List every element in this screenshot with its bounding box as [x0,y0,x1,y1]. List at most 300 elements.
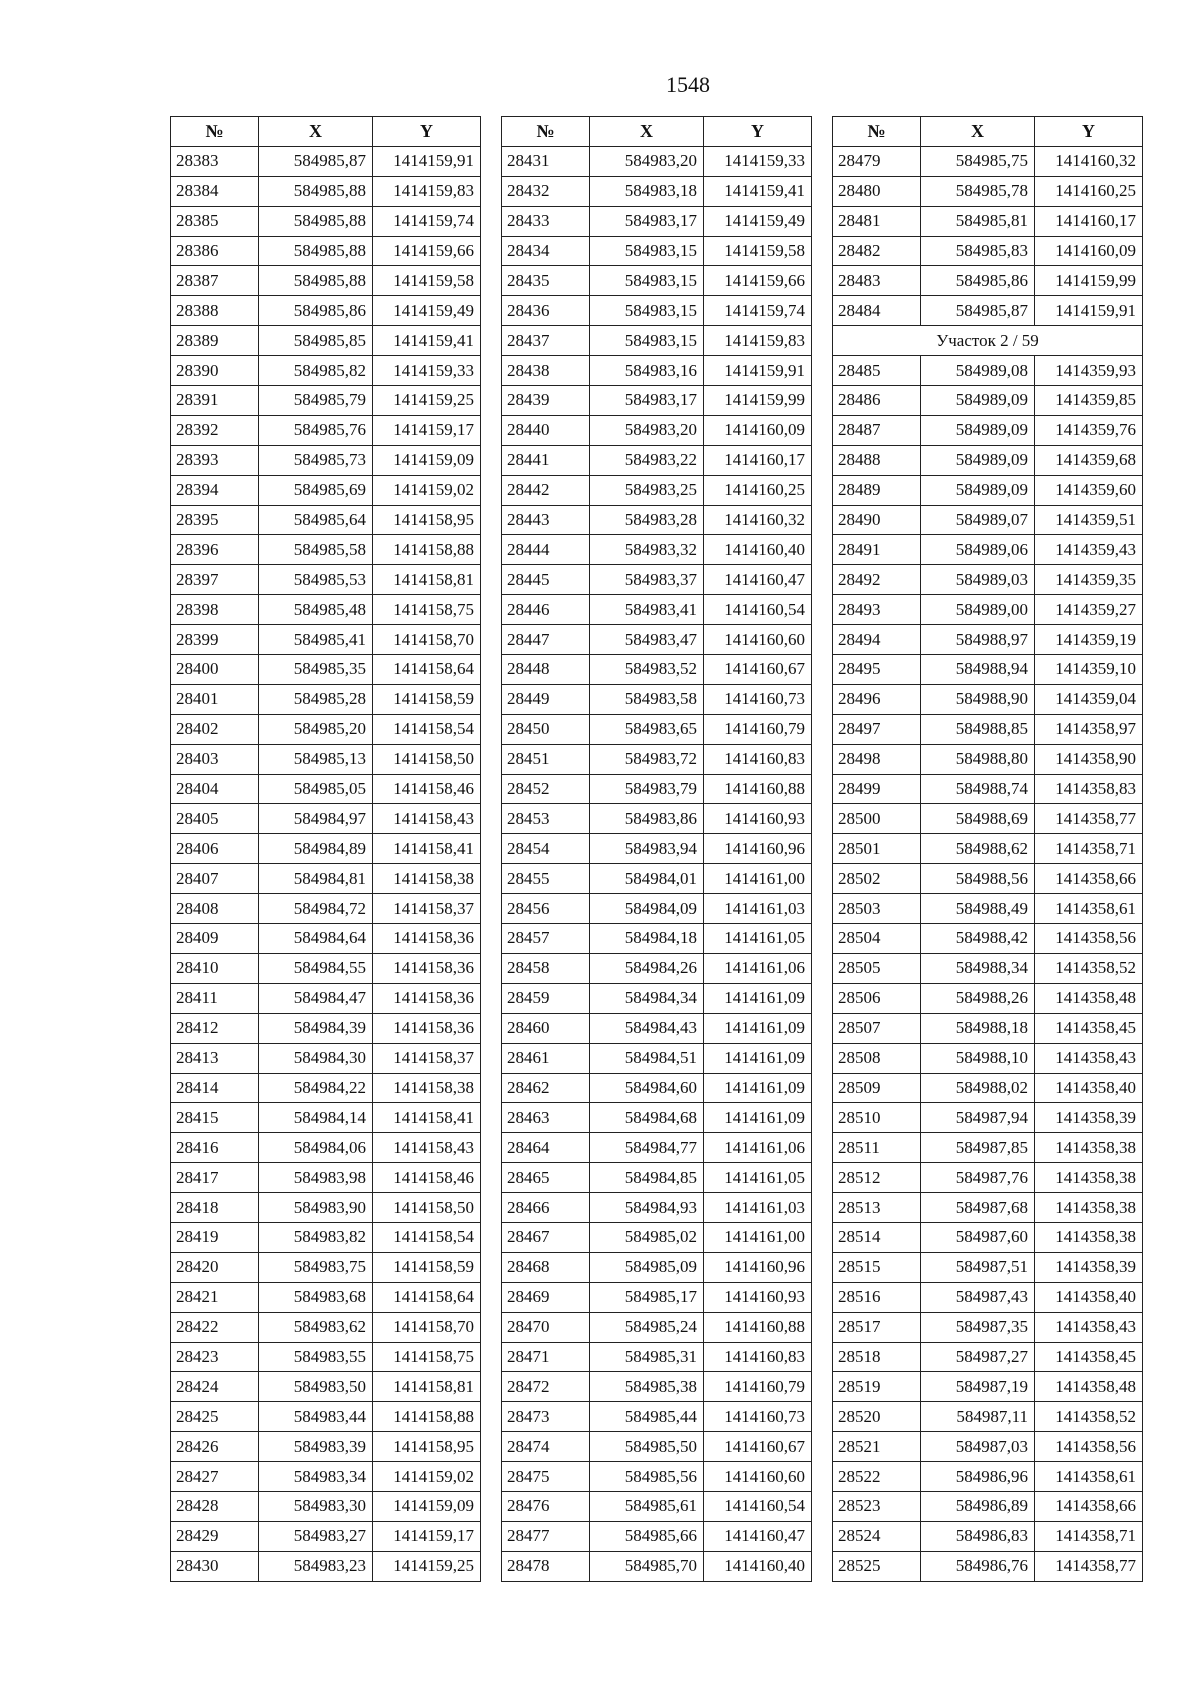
table-row [502,146,812,176]
x-coordinate: 584985,83 [921,236,1035,266]
table-row [502,684,812,714]
table-row [171,1312,481,1342]
y-coordinate: 1414359,76 [1035,415,1143,445]
y-coordinate: 1414158,36 [373,953,481,983]
y-coordinate: 1414160,25 [1035,176,1143,206]
x-coordinate: 584988,69 [921,804,1035,834]
table-row [502,1491,812,1521]
point-number: 28387 [171,266,259,296]
point-number: 28389 [171,326,259,356]
point-number: 28522 [833,1462,921,1492]
table-row [502,983,812,1013]
y-coordinate: 1414158,70 [373,1312,481,1342]
y-coordinate: 1414159,91 [1035,296,1143,326]
table-row [171,415,481,445]
y-coordinate: 1414359,68 [1035,445,1143,475]
point-number: 28482 [833,236,921,266]
point-number: 28506 [833,983,921,1013]
table-row [502,1312,812,1342]
x-coordinate: 584983,65 [590,714,704,744]
y-coordinate: 1414161,06 [704,953,812,983]
point-number: 28525 [833,1551,921,1581]
x-coordinate: 584985,53 [259,565,373,595]
y-coordinate: 1414160,17 [704,445,812,475]
x-coordinate: 584983,52 [590,655,704,685]
y-coordinate: 1414358,38 [1035,1222,1143,1252]
x-coordinate: 584983,25 [590,475,704,505]
point-number: 28427 [171,1462,259,1492]
table-row [171,894,481,924]
x-coordinate: 584985,78 [921,176,1035,206]
point-number: 28450 [502,714,590,744]
y-coordinate: 1414358,39 [1035,1103,1143,1133]
table-row [833,565,1143,595]
x-coordinate: 584983,20 [590,415,704,445]
table-row [833,1133,1143,1163]
table-row [833,894,1143,924]
point-number: 28471 [502,1342,590,1372]
table-row [171,176,481,206]
section-row [833,326,1143,356]
table-row [502,1432,812,1462]
header-x: X [259,117,373,147]
table-row [171,236,481,266]
x-coordinate: 584989,09 [921,386,1035,416]
y-coordinate: 1414358,83 [1035,774,1143,804]
x-coordinate: 584984,72 [259,894,373,924]
point-number: 28405 [171,804,259,834]
y-coordinate: 1414358,48 [1035,1372,1143,1402]
y-coordinate: 1414358,66 [1035,864,1143,894]
point-number: 28442 [502,475,590,505]
y-coordinate: 1414160,60 [704,625,812,655]
x-coordinate: 584985,70 [590,1551,704,1581]
point-number: 28455 [502,864,590,894]
x-coordinate: 584985,09 [590,1252,704,1282]
table-row [502,176,812,206]
point-number: 28486 [833,386,921,416]
point-number: 28468 [502,1252,590,1282]
point-number: 28410 [171,953,259,983]
x-coordinate: 584985,66 [590,1521,704,1551]
point-number: 28472 [502,1372,590,1402]
table-row [833,146,1143,176]
y-coordinate: 1414358,48 [1035,983,1143,1013]
header-num: № [171,117,259,147]
point-number: 28483 [833,266,921,296]
table-row [833,415,1143,445]
point-number: 28422 [171,1312,259,1342]
point-number: 28415 [171,1103,259,1133]
table-row [833,834,1143,864]
x-coordinate: 584984,60 [590,1073,704,1103]
x-coordinate: 584983,17 [590,386,704,416]
y-coordinate: 1414359,60 [1035,475,1143,505]
table-row [171,1521,481,1551]
y-coordinate: 1414159,25 [373,386,481,416]
point-number: 28397 [171,565,259,595]
point-number: 28475 [502,1462,590,1492]
point-number: 28433 [502,206,590,236]
y-coordinate: 1414160,83 [704,1342,812,1372]
x-coordinate: 584983,82 [259,1222,373,1252]
y-coordinate: 1414161,03 [704,1193,812,1223]
table-row [171,565,481,595]
x-coordinate: 584983,79 [590,774,704,804]
y-coordinate: 1414160,09 [704,415,812,445]
table-row [502,1462,812,1492]
y-coordinate: 1414160,54 [704,595,812,625]
y-coordinate: 1414159,91 [704,356,812,386]
table-row [502,894,812,924]
x-coordinate: 584985,35 [259,655,373,685]
y-coordinate: 1414160,40 [704,1551,812,1581]
point-number: 28454 [502,834,590,864]
x-coordinate: 584988,49 [921,894,1035,924]
table-row [502,1402,812,1432]
y-coordinate: 1414160,09 [1035,236,1143,266]
y-coordinate: 1414159,74 [373,206,481,236]
point-number: 28444 [502,535,590,565]
x-coordinate: 584985,81 [921,206,1035,236]
y-coordinate: 1414158,50 [373,1193,481,1223]
table-row [171,206,481,236]
table-row [833,475,1143,505]
x-coordinate: 584983,16 [590,356,704,386]
x-coordinate: 584984,30 [259,1043,373,1073]
x-coordinate: 584989,09 [921,445,1035,475]
y-coordinate: 1414160,67 [704,655,812,685]
table-row [833,1551,1143,1581]
table-row [171,834,481,864]
point-number: 28429 [171,1521,259,1551]
y-coordinate: 1414158,64 [373,655,481,685]
point-number: 28420 [171,1252,259,1282]
x-coordinate: 584984,01 [590,864,704,894]
table-row [833,1252,1143,1282]
table-row [502,1551,812,1581]
point-number: 28514 [833,1222,921,1252]
table-row [171,684,481,714]
y-coordinate: 1414359,35 [1035,565,1143,595]
point-number: 28435 [502,266,590,296]
x-coordinate: 584987,85 [921,1133,1035,1163]
point-number: 28428 [171,1491,259,1521]
table-row [502,206,812,236]
x-coordinate: 584983,58 [590,684,704,714]
y-coordinate: 1414161,09 [704,1103,812,1133]
table-row [833,1402,1143,1432]
y-coordinate: 1414160,25 [704,475,812,505]
table-row [833,625,1143,655]
point-number: 28485 [833,356,921,386]
point-number: 28517 [833,1312,921,1342]
table-row [171,1252,481,1282]
table-row [502,565,812,595]
y-coordinate: 1414158,54 [373,714,481,744]
point-number: 28431 [502,146,590,176]
x-coordinate: 584989,03 [921,565,1035,595]
y-coordinate: 1414158,36 [373,983,481,1013]
y-coordinate: 1414359,93 [1035,356,1143,386]
point-number: 28393 [171,445,259,475]
x-coordinate: 584983,34 [259,1462,373,1492]
table-row [833,266,1143,296]
table-row [171,296,481,326]
x-coordinate: 584988,34 [921,953,1035,983]
table-row [833,176,1143,206]
x-coordinate: 584985,56 [590,1462,704,1492]
y-coordinate: 1414159,66 [373,236,481,266]
y-coordinate: 1414158,75 [373,1342,481,1372]
y-coordinate: 1414160,73 [704,684,812,714]
y-coordinate: 1414159,83 [373,176,481,206]
table-row [833,386,1143,416]
table-header-row [502,117,812,147]
x-coordinate: 584983,20 [590,146,704,176]
table-row [502,1133,812,1163]
y-coordinate: 1414358,77 [1035,1551,1143,1581]
x-coordinate: 584985,88 [259,266,373,296]
header-y: Y [704,117,812,147]
point-number: 28407 [171,864,259,894]
x-coordinate: 584988,56 [921,864,1035,894]
point-number: 28413 [171,1043,259,1073]
table-row [833,296,1143,326]
y-coordinate: 1414158,59 [373,1252,481,1282]
y-coordinate: 1414359,51 [1035,505,1143,535]
point-number: 28386 [171,236,259,266]
point-number: 28490 [833,505,921,535]
y-coordinate: 1414358,56 [1035,1432,1143,1462]
y-coordinate: 1414161,00 [704,864,812,894]
table-row [171,744,481,774]
y-coordinate: 1414158,88 [373,535,481,565]
table-row [171,655,481,685]
y-coordinate: 1414358,40 [1035,1282,1143,1312]
point-number: 28474 [502,1432,590,1462]
point-number: 28470 [502,1312,590,1342]
x-coordinate: 584984,47 [259,983,373,1013]
y-coordinate: 1414160,73 [704,1402,812,1432]
table-row [502,1372,812,1402]
page-number: 1548 [666,72,710,97]
table-row [833,445,1143,475]
y-coordinate: 1414160,79 [704,1372,812,1402]
table-row [833,1372,1143,1402]
table-row [502,296,812,326]
table-row [171,1491,481,1521]
table-row [502,505,812,535]
table-row [171,595,481,625]
table-row [833,1282,1143,1312]
header-x: X [921,117,1035,147]
x-coordinate: 584988,97 [921,625,1035,655]
point-number: 28459 [502,983,590,1013]
table-row [502,1282,812,1312]
x-coordinate: 584988,10 [921,1043,1035,1073]
table-row [502,1193,812,1223]
x-coordinate: 584988,94 [921,655,1035,685]
x-coordinate: 584987,03 [921,1432,1035,1462]
y-coordinate: 1414358,77 [1035,804,1143,834]
y-coordinate: 1414159,91 [373,146,481,176]
x-coordinate: 584987,51 [921,1252,1035,1282]
table-row [502,326,812,356]
coordinate-table-3 [832,116,1143,1582]
point-number: 28441 [502,445,590,475]
table-row [502,595,812,625]
x-coordinate: 584983,90 [259,1193,373,1223]
x-coordinate: 584983,17 [590,206,704,236]
x-coordinate: 584985,88 [259,236,373,266]
table-row [502,386,812,416]
x-coordinate: 584988,18 [921,1013,1035,1043]
x-coordinate: 584985,38 [590,1372,704,1402]
point-number: 28440 [502,415,590,445]
y-coordinate: 1414159,41 [373,326,481,356]
y-coordinate: 1414159,99 [1035,266,1143,296]
table-row [171,1163,481,1193]
x-coordinate: 584983,75 [259,1252,373,1282]
point-number: 28388 [171,296,259,326]
x-coordinate: 584983,86 [590,804,704,834]
table-row [171,475,481,505]
y-coordinate: 1414359,04 [1035,684,1143,714]
point-number: 28400 [171,655,259,685]
x-coordinate: 584985,86 [259,296,373,326]
x-coordinate: 584985,82 [259,356,373,386]
y-coordinate: 1414359,43 [1035,535,1143,565]
y-coordinate: 1414159,83 [704,326,812,356]
y-coordinate: 1414161,03 [704,894,812,924]
y-coordinate: 1414358,43 [1035,1312,1143,1342]
table-row [502,953,812,983]
point-number: 28401 [171,684,259,714]
table-row [833,983,1143,1013]
point-number: 28430 [171,1551,259,1581]
point-number: 28487 [833,415,921,445]
table-row [833,804,1143,834]
table-row [171,1193,481,1223]
point-number: 28521 [833,1432,921,1462]
x-coordinate: 584987,19 [921,1372,1035,1402]
x-coordinate: 584984,55 [259,953,373,983]
point-number: 28512 [833,1163,921,1193]
x-coordinate: 584986,83 [921,1521,1035,1551]
y-coordinate: 1414161,09 [704,983,812,1013]
table-row [833,1521,1143,1551]
y-coordinate: 1414159,25 [373,1551,481,1581]
x-coordinate: 584986,89 [921,1491,1035,1521]
table-row [171,1551,481,1581]
table-row [171,1372,481,1402]
y-coordinate: 1414159,02 [373,1462,481,1492]
y-coordinate: 1414358,38 [1035,1193,1143,1223]
point-number: 28510 [833,1103,921,1133]
point-number: 28481 [833,206,921,236]
point-number: 28425 [171,1402,259,1432]
point-number: 28516 [833,1282,921,1312]
y-coordinate: 1414160,93 [704,1282,812,1312]
y-coordinate: 1414359,10 [1035,655,1143,685]
y-coordinate: 1414159,33 [373,356,481,386]
y-coordinate: 1414161,09 [704,1013,812,1043]
table-row [502,864,812,894]
y-coordinate: 1414158,41 [373,1103,481,1133]
header-num: № [502,117,590,147]
x-coordinate: 584987,76 [921,1163,1035,1193]
point-number: 28385 [171,206,259,236]
x-coordinate: 584985,58 [259,535,373,565]
x-coordinate: 584984,43 [590,1013,704,1043]
y-coordinate: 1414159,02 [373,475,481,505]
y-coordinate: 1414158,75 [373,595,481,625]
y-coordinate: 1414158,36 [373,924,481,954]
x-coordinate: 584986,96 [921,1462,1035,1492]
table-row [171,505,481,535]
y-coordinate: 1414158,64 [373,1282,481,1312]
point-number: 28489 [833,475,921,505]
y-coordinate: 1414160,17 [1035,206,1143,236]
y-coordinate: 1414158,41 [373,834,481,864]
point-number: 28500 [833,804,921,834]
y-coordinate: 1414158,43 [373,804,481,834]
y-coordinate: 1414359,27 [1035,595,1143,625]
x-coordinate: 584984,39 [259,1013,373,1043]
y-coordinate: 1414358,90 [1035,744,1143,774]
table-row [171,1073,481,1103]
header-x: X [590,117,704,147]
table-header-row [171,117,481,147]
coordinate-table-1 [170,116,481,1582]
x-coordinate: 584983,47 [590,625,704,655]
y-coordinate: 1414358,45 [1035,1013,1143,1043]
table-row [502,236,812,266]
table-row [502,1222,812,1252]
point-number: 28488 [833,445,921,475]
point-number: 28409 [171,924,259,954]
x-coordinate: 584984,97 [259,804,373,834]
point-number: 28498 [833,744,921,774]
table-row [171,1013,481,1043]
point-number: 28496 [833,684,921,714]
y-coordinate: 1414160,60 [704,1462,812,1492]
y-coordinate: 1414159,58 [373,266,481,296]
table-row [171,625,481,655]
x-coordinate: 584984,14 [259,1103,373,1133]
point-number: 28513 [833,1193,921,1223]
table-row [502,415,812,445]
y-coordinate: 1414358,71 [1035,834,1143,864]
table-row [171,1043,481,1073]
x-coordinate: 584987,35 [921,1312,1035,1342]
y-coordinate: 1414160,88 [704,1312,812,1342]
table-row [171,535,481,565]
point-number: 28402 [171,714,259,744]
table-row [171,1222,481,1252]
y-coordinate: 1414358,71 [1035,1521,1143,1551]
table-row [833,655,1143,685]
table-row [502,1103,812,1133]
x-coordinate: 584983,62 [259,1312,373,1342]
y-coordinate: 1414358,39 [1035,1252,1143,1282]
x-coordinate: 584984,34 [590,983,704,1013]
y-coordinate: 1414160,93 [704,804,812,834]
x-coordinate: 584985,13 [259,744,373,774]
table-row [502,1013,812,1043]
point-number: 28465 [502,1163,590,1193]
